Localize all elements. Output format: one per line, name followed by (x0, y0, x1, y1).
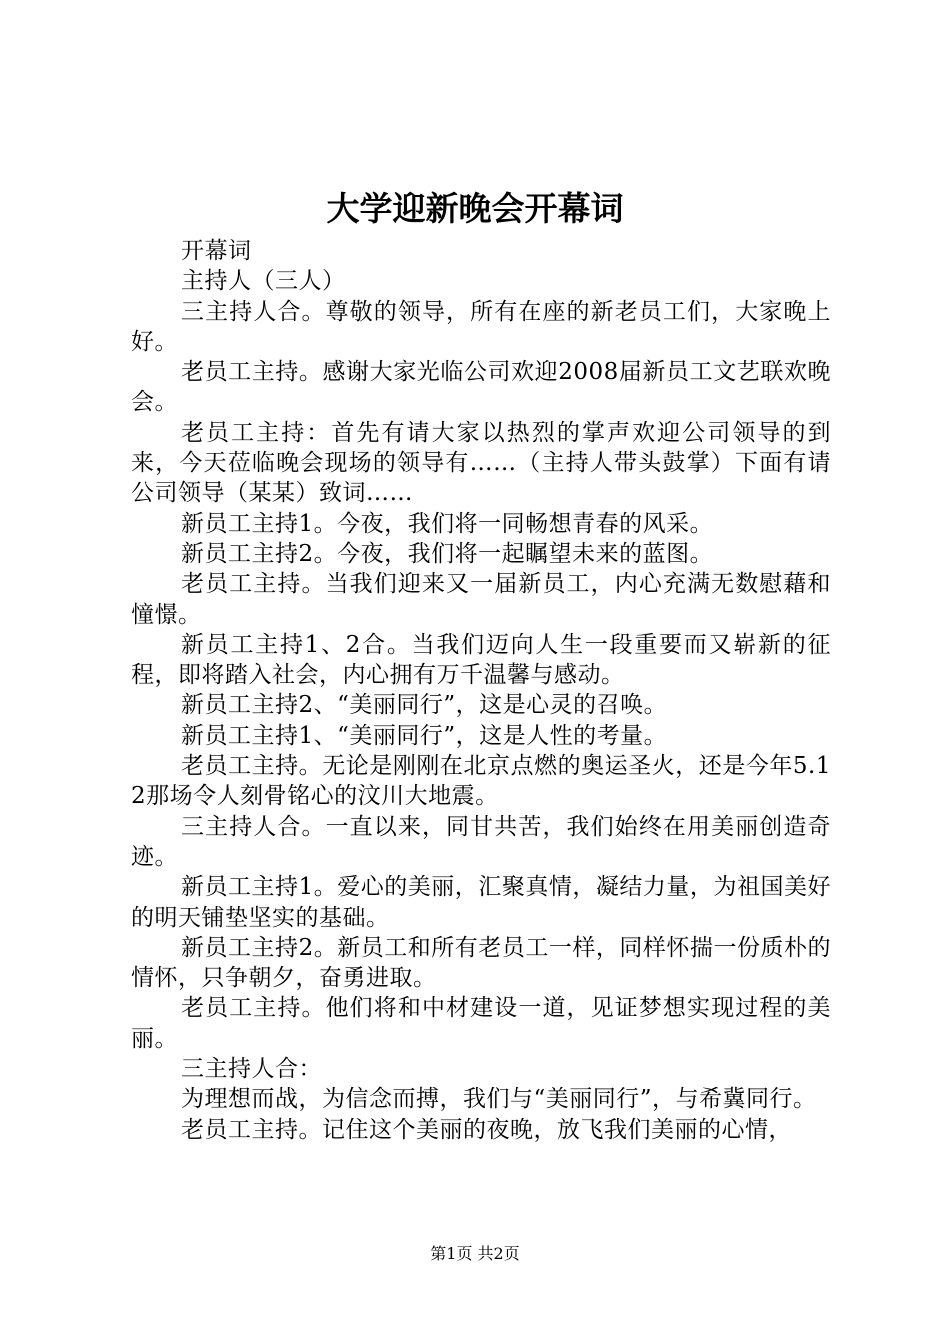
paragraph: 老员工主持。他们将和中材建设一道，见证梦想实现过程的美丽。 (131, 995, 831, 1052)
paragraph: 新员工主持1、2合。当我们迈向人生一段重要而又崭新的征程，即将踏入社会，内心拥有万千温馨与感动。 (131, 631, 831, 689)
document-title: 大学迎新晚会开幕词 (326, 189, 624, 228)
paragraph: 老员工主持。当我们迎来又一届新员工，内心充满无数慰藉和憧憬。 (131, 571, 831, 628)
paragraph: 新员工主持1。今夜，我们将一同畅想青春的风采。 (181, 510, 714, 537)
paragraph: 老员工主持：首先有请大家以热烈的掌声欢迎公司领导的到来，今天莅临晚会现场的领导有……（主持人带头鼓掌）下面有请公司领导（某某）致词…… (131, 419, 831, 507)
paragraph: 老员工主持。记住这个美丽的夜晚，放飞我们美丽的心情， (181, 1116, 792, 1143)
paragraph: 老员工主持。无论是刚刚在北京点燃的奥运圣火，还是今年5.12那场令人刻骨铭心的汶川大地震。 (131, 753, 831, 810)
page-number-footer: 第1页 共2页 (430, 1244, 520, 1263)
paragraph: 三主持人合。尊敬的领导，所有在座的新老员工们，大家晚上好。 (131, 298, 831, 355)
paragraph: 新员工主持2、“美丽同行”，这是心灵的召唤。 (181, 692, 668, 719)
paragraph: 新员工主持1、“美丽同行”，这是人性的考量。 (181, 722, 668, 749)
paragraph: 三主持人合： (181, 1056, 322, 1083)
paragraph: 开幕词 (181, 238, 252, 264)
paragraph: 新员工主持2。新员工和所有老员工一样，同样怀揣一份质朴的情怀，只争朝夕，奋勇进取。 (131, 934, 831, 992)
paragraph: 主持人（三人） (181, 268, 346, 295)
paragraph: 三主持人合。一直以来，同甘共苦，我们始终在用美丽创造奇迹。 (131, 813, 831, 870)
paragraph: 新员工主持2。今夜，我们将一起瞩望未来的蓝图。 (181, 540, 714, 567)
paragraph: 老员工主持。感谢大家光临公司欢迎2008届新员工文艺联欢晚会。 (131, 359, 831, 416)
paragraph: 新员工主持1。爱心的美丽，汇聚真情，凝结力量，为祖国美好的明天铺垫坚实的基础。 (131, 874, 831, 931)
document-body (131, 236, 831, 1145)
paragraph: 为理想而战，为信念而搏，我们与“美丽同行”，与希冀同行。 (181, 1086, 817, 1113)
